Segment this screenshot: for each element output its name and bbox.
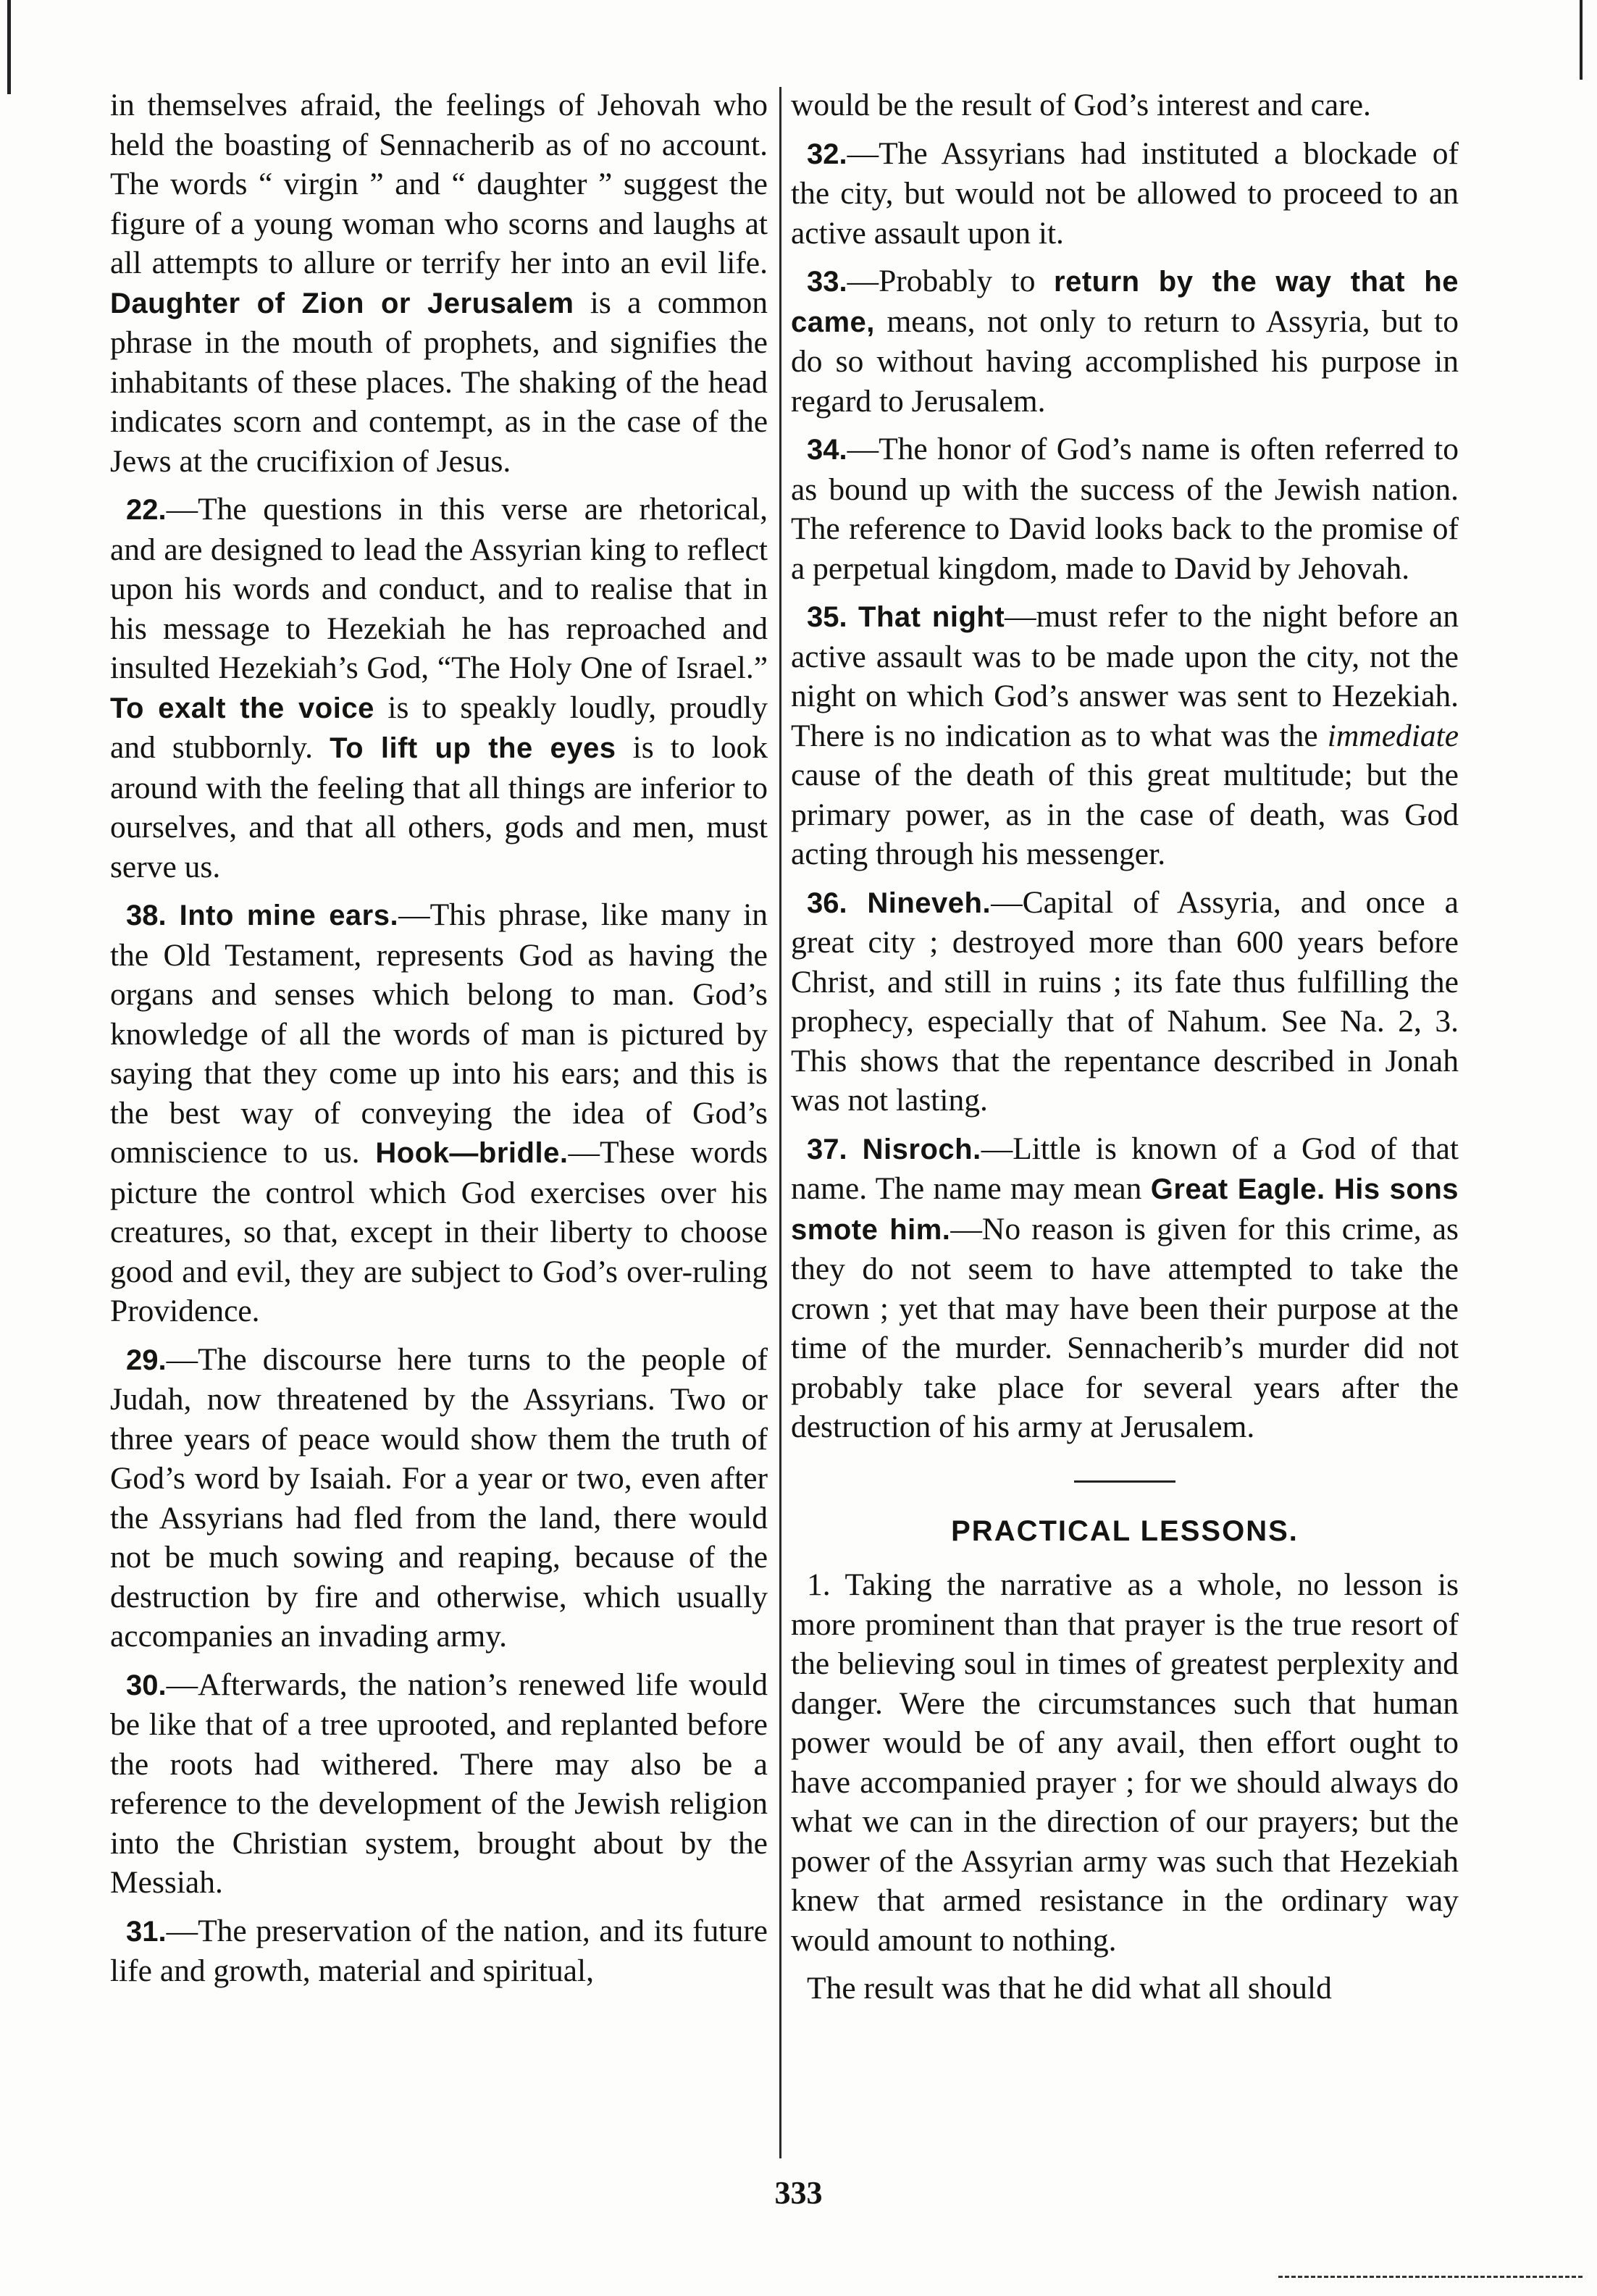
verse-number: 38. xyxy=(126,900,167,931)
verse-number: 37. xyxy=(807,1133,847,1165)
paragraph-text: is to speakly loudly, proudly and stubbornly. xyxy=(110,690,768,765)
paragraph-text: —Probably to xyxy=(847,264,1054,298)
footer-dash-rule xyxy=(1278,2276,1583,2278)
bold-term: His sons smote him. xyxy=(791,1173,1459,1246)
verse-note-28 xyxy=(110,895,768,1331)
paragraph-text: means, not only to return to Assyria, but to do so without having accomplished his purpose in regard to Jerusalem. xyxy=(791,303,1459,419)
bold-term: That night xyxy=(847,601,1005,633)
paragraph-text: —The Assyrians had instituted a blockade of the city, but would not be allowed to proceed to an active assault upon it. xyxy=(791,135,1459,251)
verse-number: 31. xyxy=(126,1915,167,1948)
page-number: 333 xyxy=(774,2175,823,2211)
paragraph-text: is to look around with the feeling that all things are inferior to ourselves, and that all others, gods and men, must serve us. xyxy=(110,730,768,884)
paragraph-text: The result was that he did what all should xyxy=(807,1971,1332,2006)
right-edge-mark xyxy=(1580,0,1583,80)
paragraph-continuation xyxy=(110,85,768,481)
paragraph-text: 1. Taking the narrative as a whole, no lesson is more prominent than that prayer is the true resort of the believing soul in times of greatest perplexity and danger. Were the circumstances such that human power would be of any avail, then effort ought to have accompanied prayer ; for we should always do what we can in the direction of our prayers; but the power of the Assyrian army was such that Hezekiah knew that armed resistance in the ordinary way would amount to nothing. xyxy=(791,1567,1459,1958)
verse-note-33 xyxy=(791,261,1459,421)
paragraph-text: —Capital of Assyria, and once a great city ; destroyed more than 600 years before Christ, and still in ruins ; its fate thus fulfilling the prophecy, especially that of Nahum. See Na. 2, 3. This shows that the repentance described in Jonah was not lasting. xyxy=(791,884,1459,1118)
left-edge-mark xyxy=(7,0,11,94)
paragraph-text: —This phrase, like many in the Old Testament, represents God as having the organs and senses which belong to man. God’s knowledge of all the words of man is pictured by saying that they come up into his ears; and this is the best way of conveying the idea of God’s omniscience to us. xyxy=(110,897,768,1170)
verse-number: 35. xyxy=(807,601,847,633)
verse-number: 33. xyxy=(807,266,847,298)
left-column xyxy=(110,85,768,2000)
paragraph-text: is a common phrase in the mouth of prophets, and signifies the inhabitants of these places. The shaking of the head indicates scorn and contempt, as in the case of the Jews at the crucifixion of Jesus. xyxy=(110,285,768,479)
verse-note-30 xyxy=(110,1665,768,1903)
paragraph-text: —The discourse here turns to the people of Judah, now threatened by the Assyrians. Two or three years of peace would show them the truth of God’s word by Isaiah. For a year or two, even after the Assyrians had fled from the land, there would not be much sowing and reaping, because of the destruction by fire and otherwise, which usually accompanies an invading army. xyxy=(110,1341,768,1654)
paragraph-text: —must refer to the night before an active assault was to be made upon the city, not the night on which God’s answer was sent to Hezekiah. There is no indication as to what was the xyxy=(791,599,1459,753)
verse-note-36 xyxy=(791,883,1459,1120)
paragraph-text: —Afterwards, the nation’s renewed life would be like that of a tree uprooted, and replanted before the roots had withered. There may also be a reference to the development of the Jewish religion into the Christian system, brought about by the Messiah. xyxy=(110,1667,768,1900)
verse-number: 36. xyxy=(807,887,847,919)
paragraph-text: —Little is known of a God of that name. The name may mean xyxy=(791,1131,1459,1206)
verse-number: 29. xyxy=(126,1344,167,1376)
verse-number: 30. xyxy=(126,1669,167,1701)
bold-term: Great Eagle. xyxy=(1150,1173,1325,1205)
paragraph-text: —The preservation of the nation, and its future life and growth, material and spiritual, xyxy=(110,1913,768,1988)
section-heading: PRACTICAL LESSONS. xyxy=(951,1514,1299,1547)
verse-note-35 xyxy=(791,597,1459,874)
bold-term: Nineveh. xyxy=(847,887,992,919)
bold-term: return by the way that he came, xyxy=(791,266,1459,338)
verse-note-31 xyxy=(110,1911,768,1991)
section-divider xyxy=(1074,1480,1175,1483)
bold-term: Nisroch. xyxy=(847,1133,981,1165)
verse-note-29 xyxy=(110,1340,768,1656)
bold-term: Hook—bridle. xyxy=(375,1137,569,1169)
paragraph-text: would be the result of God’s interest and care. xyxy=(791,88,1371,122)
bold-term: Daughter of Zion or Jerusalem xyxy=(110,287,574,319)
paragraph-continuation xyxy=(791,85,1459,125)
lesson-1 xyxy=(791,1565,1459,1960)
bold-term: Into mine ears. xyxy=(166,900,399,931)
verse-note-34 xyxy=(791,430,1459,588)
verse-number: 32. xyxy=(807,138,847,170)
verse-note-22 xyxy=(110,490,768,887)
paragraph-text: —The honor of God’s name is often referred to as bound up with the success of the Jewish nation. The reference to David looks back to the promise of a perpetual kingdom, made to David by Jehovah. xyxy=(791,432,1459,586)
verse-number: 34. xyxy=(807,434,847,466)
paragraph-text xyxy=(1325,1171,1334,1206)
right-column xyxy=(791,85,1459,2017)
verse-note-32 xyxy=(791,134,1459,254)
italic-term: immediate xyxy=(1327,718,1459,753)
bold-term: To exalt the voice xyxy=(110,692,374,724)
paragraph-text: cause of the death of this great multitude; but the primary power, as in the case of death, was God acting through his messenger. xyxy=(791,758,1459,871)
bold-term: To lift up the eyes xyxy=(330,732,616,764)
lesson-continuation xyxy=(791,1969,1459,2008)
paragraph-text: in themselves afraid, the feelings of Jehovah who held the boasting of Sennacherib as of no account. The words “ virgin ” and “ daughter ” suggest the figure of a young woman who scorns and laughs at all attempts to allure or terrify her into an evil life. xyxy=(110,88,768,280)
paragraph-text: —No reason is given for this crime, as they do not seem to have attempted to take the crown ; yet that may have been their purpose at the time of the murder. Sennacherib’s murder did not probably take place for several years after the destruction of his army at Jerusalem. xyxy=(791,1211,1459,1444)
verse-note-37 xyxy=(791,1129,1459,1447)
paragraph-text: —The questions in this verse are rhetorical, and are designed to lead the Assyrian king to reflect upon his words and conduct, and to realise that in his message to Hezekiah he has reproached and insulted Hezekiah’s God, “The Holy One of Israel.” xyxy=(110,492,768,685)
column-divider xyxy=(779,87,781,2158)
paragraph-text: —These words picture the control which God exercises over his creatures, so that, except in their liberty to choose good and evil, they are subject to God’s over-ruling Providence. xyxy=(110,1135,768,1328)
verse-number: 22. xyxy=(126,494,167,526)
